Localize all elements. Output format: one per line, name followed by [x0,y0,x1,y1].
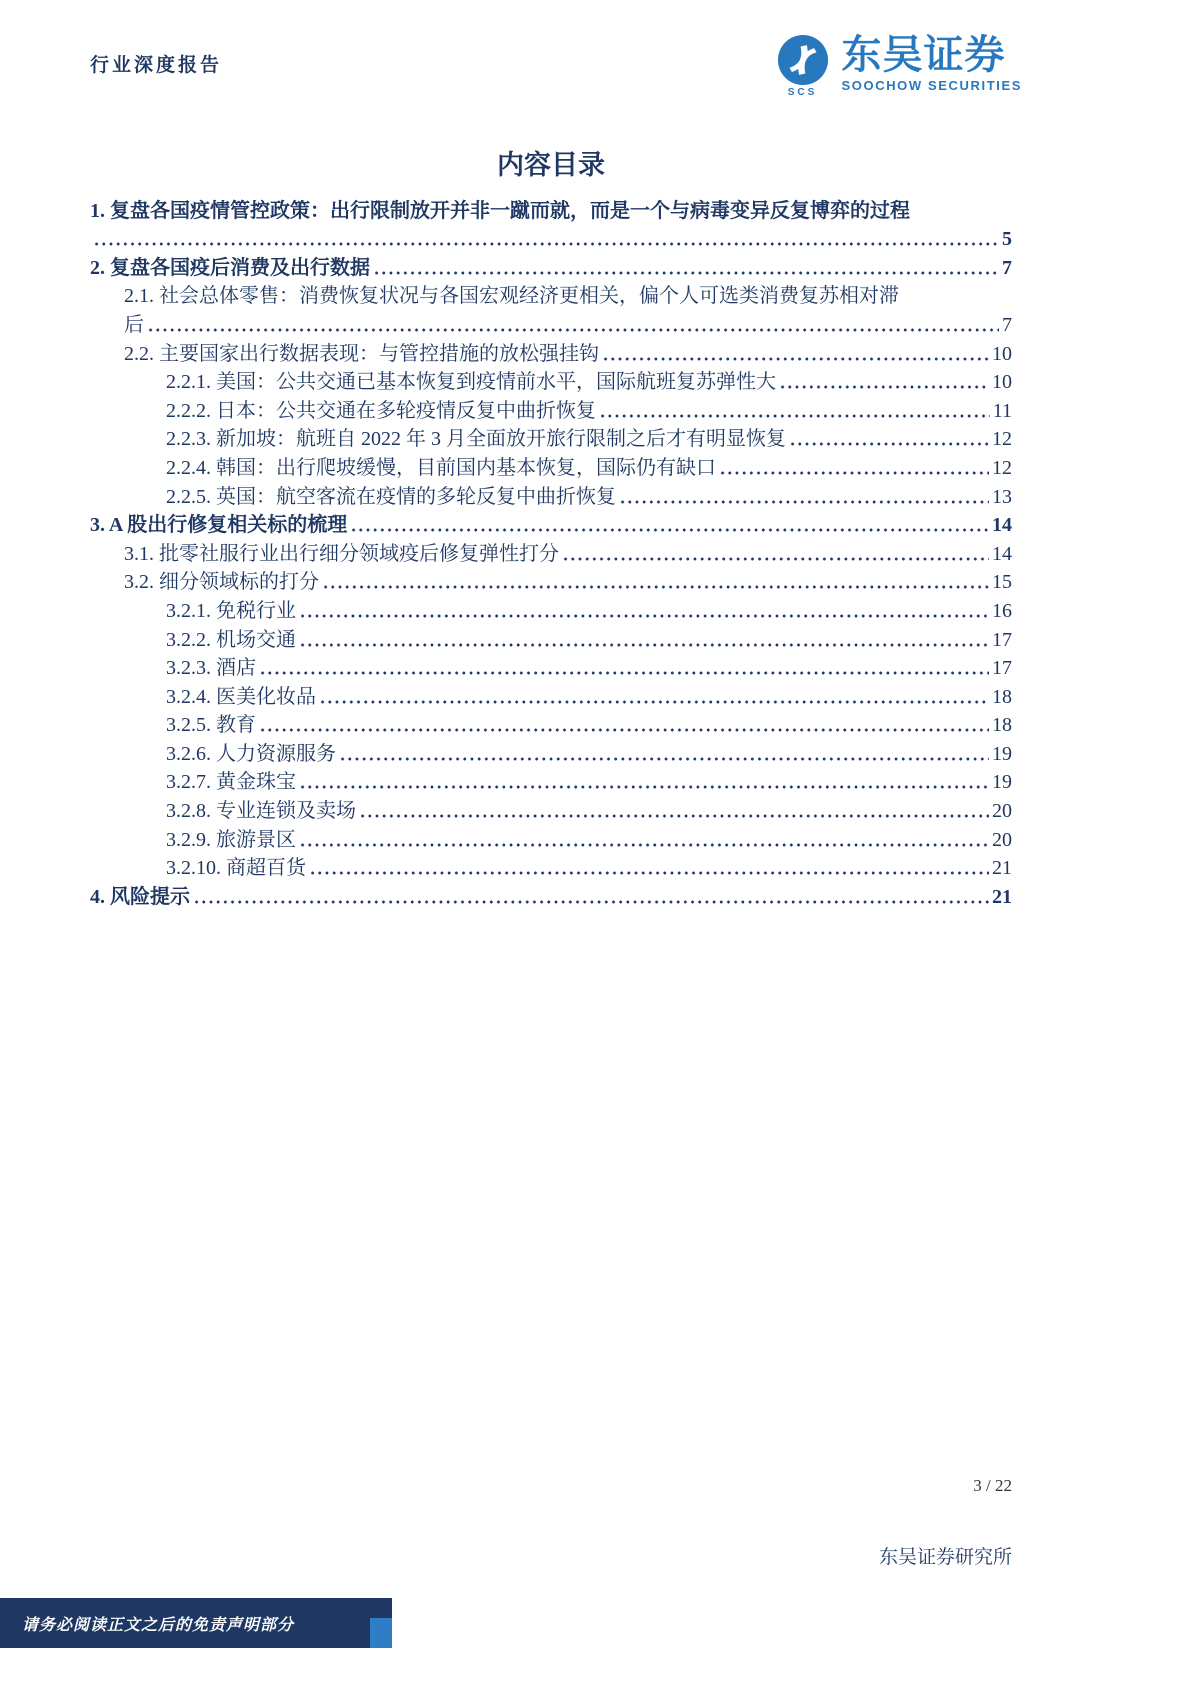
toc-page-number: 21 [992,857,1012,880]
toc-entry-text: 后 [124,313,144,336]
toc-leader-dots [259,728,989,732]
toc-entry[interactable] [90,366,1012,395]
toc-entry[interactable] [90,223,1012,252]
toc-entry[interactable] [90,623,1012,652]
research-institute-label: 东吴证券研究所 [878,1547,1012,1568]
toc-page-number: 5 [1002,228,1012,251]
toc-entry-text: 3.2.8. 专业连锁及卖场 [166,800,356,823]
logo-text-block [842,34,1022,93]
toc-entry-text: 3.1. 批零社服行业出行细分领域疫后修复弹性打分 [124,542,559,565]
toc-leader-dots [193,900,989,904]
toc-entry[interactable] [90,509,1012,538]
toc-entry[interactable] [90,737,1012,766]
toc-entry-text: 4. 风险提示 [90,885,190,908]
toc-entry-text: 2.2. 主要国家出行数据表现：与管控措施的放松强挂钩 [124,342,599,365]
toc-page-number: 7 [1002,256,1012,279]
toc-entry-text: 2.1. 社会总体零售：消费恢复状况与各国宏观经济更相关，偏个人可选类消费复苏相对滞 [124,285,899,308]
toc-entry[interactable] [90,194,1012,223]
toc-page-number: 21 [992,885,1012,908]
toc-entry[interactable] [90,680,1012,709]
toc-entry-text: 3.2.9. 旅游景区 [166,828,296,851]
toc-page-number: 17 [992,628,1012,651]
toc-page-number: 20 [992,800,1012,823]
toc-entry[interactable] [90,308,1012,337]
toc-entry-text: 2.2.2. 日本：公共交通在多轮疫情反复中曲折恢复 [166,399,596,422]
toc-leader-dots [322,585,989,589]
toc-entry[interactable] [90,280,1012,309]
toc-entry[interactable] [90,566,1012,595]
toc-leader-dots [309,871,989,875]
toc-page-number: 7 [1002,313,1012,336]
toc-list [90,194,1012,909]
toc-entry[interactable] [90,794,1012,823]
toc-entry[interactable] [90,880,1012,909]
toc-entry-text: 3.2.6. 人力资源服务 [166,742,336,765]
toc-leader-dots [619,500,989,504]
toc-entry-text: 3.2.10. 商超百货 [166,857,306,880]
toc-entry-text: 3.2.3. 酒店 [166,657,256,680]
toc-entry[interactable] [90,766,1012,795]
soochow-logo-icon [774,34,832,98]
toc-leader-dots [319,700,989,704]
toc-leader-dots [299,643,989,647]
logo-scs-text: SCS [787,87,818,98]
toc-leader-dots [299,843,989,847]
toc-page-number: 12 [992,456,1012,479]
toc-entry-text: 2. 复盘各国疫后消费及出行数据 [90,256,370,279]
toc-entry-text: 3.2.7. 黄金珠宝 [166,771,296,794]
toc-entry-text: 3.2.1. 免税行业 [166,599,296,622]
toc-entry[interactable] [90,709,1012,738]
toc-leader-dots [259,671,989,675]
toc-leader-dots [779,385,989,389]
toc-page-number: 19 [992,742,1012,765]
page-number-indicator: 3 / 22 [973,1476,1012,1495]
toc-leader-dots [599,414,990,418]
toc-leader-dots [562,557,989,561]
toc-leader-dots [147,328,999,332]
toc-entry[interactable] [90,652,1012,681]
toc-leader-dots [373,271,999,275]
toc-leader-dots [93,242,999,246]
soochow-logo [774,34,1022,98]
toc-entry-text: 3. A 股出行修复相关标的梳理 [90,514,348,537]
toc-leader-dots [350,528,989,532]
toc-entry-text: 3.2.2. 机场交通 [166,628,296,651]
toc-page-number: 20 [992,828,1012,851]
toc-page-number: 13 [992,485,1012,508]
toc-leader-dots [719,471,989,475]
toc-leader-dots [359,814,989,818]
toc-page-number: 14 [992,542,1012,565]
toc-entry[interactable] [90,423,1012,452]
report-type-label: 行业深度报告 [90,55,223,76]
toc-page-number: 18 [992,714,1012,737]
toc-entry-text: 3.2.5. 教育 [166,714,256,737]
toc-entry[interactable] [90,852,1012,881]
toc-entry[interactable] [90,394,1012,423]
logo-english-name: SOOCHOW SECURITIES [841,78,1022,93]
toc-page-number: 17 [992,657,1012,680]
disclaimer-accent-square [370,1618,392,1648]
toc-entry-text: 3.2.4. 医美化妆品 [166,685,316,708]
toc-title: 内容目录 [497,150,605,180]
toc-page-number: 18 [992,685,1012,708]
logo-chinese-name: 东吴证券 [841,32,1006,77]
toc-entry[interactable] [90,251,1012,280]
disclaimer-bar [0,1598,392,1648]
toc-entry[interactable] [90,594,1012,623]
toc-entry-text: 2.2.1. 美国：公共交通已基本恢复到疫情前水平，国际航班复苏弹性大 [166,371,776,394]
toc-entry[interactable] [90,480,1012,509]
toc-entry[interactable] [90,537,1012,566]
toc-leader-dots [299,614,989,618]
toc-page-number: 10 [992,371,1012,394]
toc-entry[interactable] [90,337,1012,366]
toc-entry[interactable] [90,451,1012,480]
toc-entry-text: 2.2.5. 英国：航空客流在疫情的多轮反复中曲折恢复 [166,485,616,508]
toc-leader-dots [299,785,989,789]
toc-page-number: 14 [992,514,1012,537]
disclaimer-text: 请务必阅读正文之后的免责声明部分 [22,1616,295,1634]
toc-leader-dots [789,442,989,446]
toc-page-number: 15 [992,571,1012,594]
toc-page-number: 11 [992,399,1012,422]
toc-entry-text: 1. 复盘各国疫情管控政策：出行限制放开并非一蹴而就，而是一个与病毒变异反复博弈的过程 [90,199,910,222]
toc-leader-dots [339,757,989,761]
toc-page-number: 19 [992,771,1012,794]
toc-entry-text: 2.2.3. 新加坡：航班自 2022 年 3 月全面放开旅行限制之后才有明显恢复 [166,428,786,451]
toc-page-number: 10 [992,342,1012,365]
toc-leader-dots [602,357,989,361]
toc-entry-text: 3.2. 细分领域标的打分 [124,571,319,594]
toc-page-number: 16 [992,599,1012,622]
toc-entry-text: 2.2.4. 韩国：出行爬坡缓慢，目前国内基本恢复，国际仍有缺口 [166,456,716,479]
toc-entry[interactable] [90,823,1012,852]
toc-page-number: 12 [992,428,1012,451]
